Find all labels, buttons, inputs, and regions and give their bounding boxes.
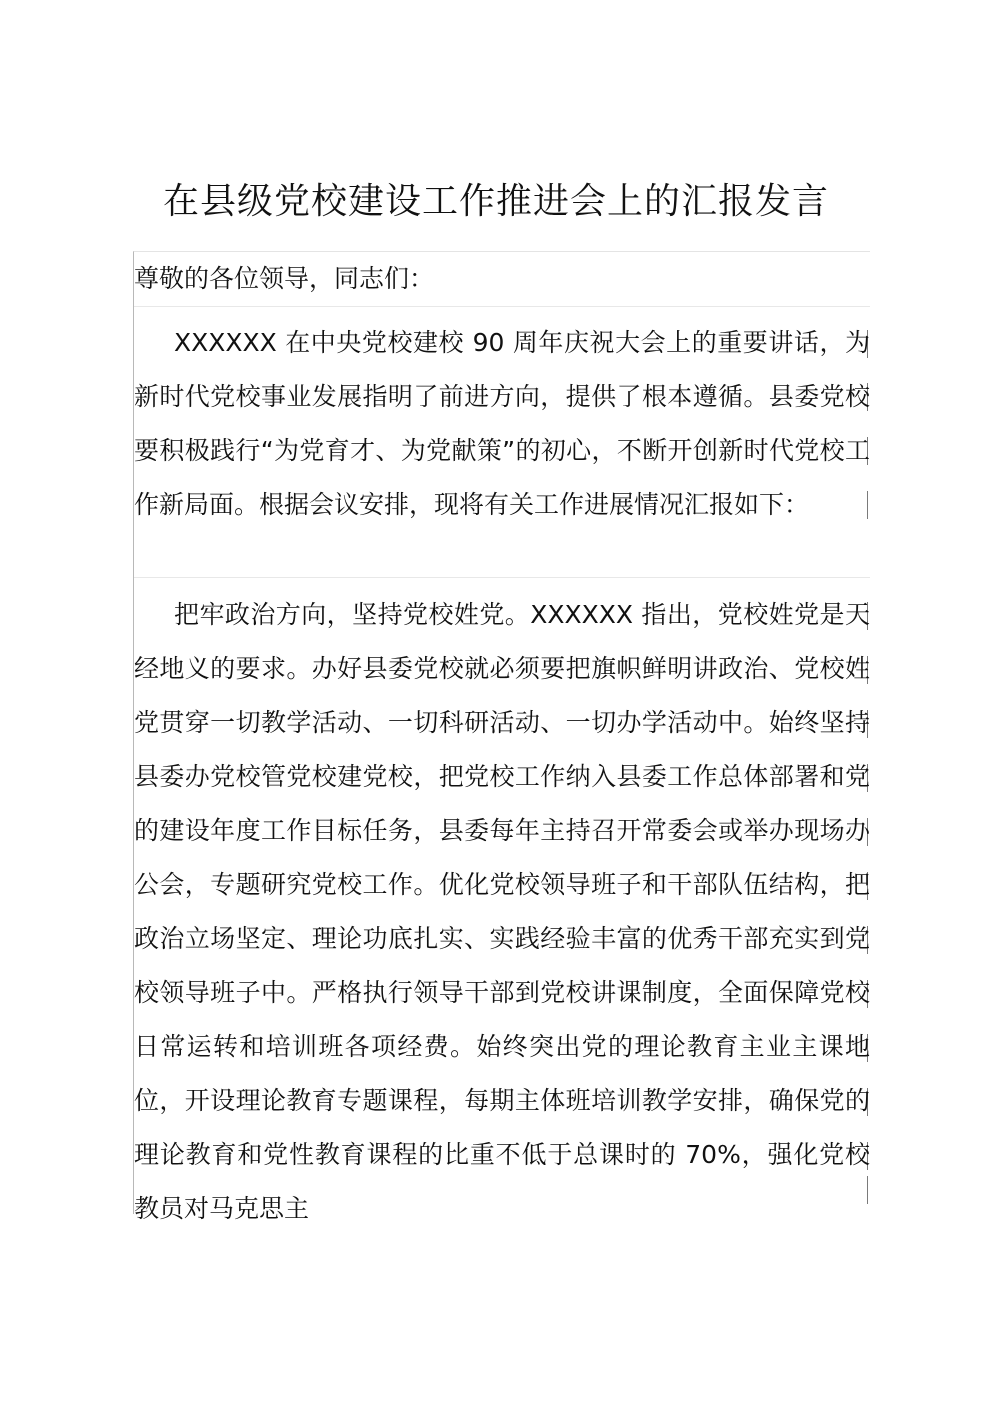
paragraph-separator xyxy=(134,306,870,307)
document-title: 在县级党校建设工作推进会上的汇报发言 xyxy=(162,181,829,222)
paragraph-separator xyxy=(134,577,870,578)
paragraph-political-direction: 把牢政治方向，坚持党校姓党。XXXXXX 指出，党校姓党是天经地义的要求。办好县委党校就必须要把旗帜鲜明讲政治、党校姓党贯穿一切教学活动、一切科研活动、一切办学活动中。始终坚持县委办党校管党校建党校，把党校工作纳入县委工作总体部署和党的建设年度工作目标任务，县委每年主持召开常委会或举办现场办公会，专题研究党校工作。优化党校领导班子和干部队伍结构，把政治立场坚定、理论功底扎实、实践经验丰富的优秀干部充实到党校领导班子中。严格执行领导干部到党校讲课制度，全面保障党校日常运转和培训班各项经费。始终突出党的理论教育主业主课地位，开设理论教育专题课程，每期主体班培训教学安排，确保党的理论教育和党性教育课程的比重不低于总课时的 70%，强化党校教员对马克思主 xyxy=(134,600,870,1223)
paragraph-intro: XXXXXX 在中央党校建校 90 周年庆祝大会上的重要讲话，为新时代党校事业发展指明了前进方向，提供了根本遵循。县委党校要积极践行“为党育才、为党献策”的初心，不断开创新时代党校工作新局面。根据会议安排，现将有关工作进展情况汇报如下： xyxy=(134,328,870,519)
salutation: 尊敬的各位领导，同志们： xyxy=(134,264,435,293)
